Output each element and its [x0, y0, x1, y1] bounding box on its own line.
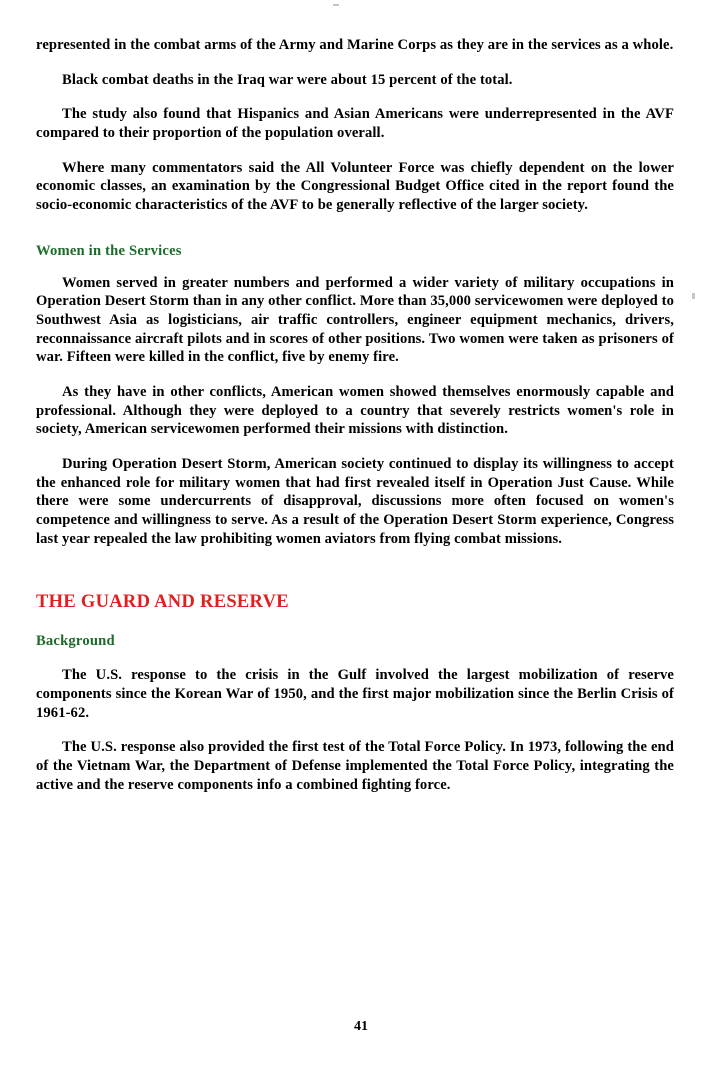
- paragraph: The U.S. response also provided the first test of the Total Force Policy. In 1973, following the end of the Vietnam War, the Department of Defense implemented the Total Force Policy, integrating the active and the reserve components info a combined fighting force.: [36, 739, 674, 793]
- page-body: [36, 36, 674, 794]
- scan-artifact-right: [692, 293, 695, 299]
- paragraph: During Operation Desert Storm, American society continued to display its willingness to accept the enhanced role for military women that had first revealed itself in Operation Just Cause. While there were some undercurrents of disapproval, discussions more often focused on women's competence and willingness to serve. As a result of the Operation Desert Storm experience, Congress last year repealed the law prohibiting women aviators from flying combat missions.: [36, 456, 674, 547]
- paragraph: represented in the combat arms of the Army and Marine Corps as they are in the services as a whole.: [36, 37, 674, 53]
- paragraph: Women served in greater numbers and performed a wider variety of military occupations in Operation Desert Storm than in any other conflict. More than 35,000 servicewomen were deployed to Southwest Asia as logisticians, air traffic controllers, engineer equipment mechanics, drivers, reconnaissance aircraft pilots and in scores of other positions. Two women were taken as prisoners of war. Fifteen were killed in the conflict, five by enemy fire.: [36, 274, 674, 366]
- page-number: 41: [354, 1019, 368, 1034]
- paragraph: The study also found that Hispanics and Asian Americans were underrepresented in the AVF compared to their proportion of the population overall.: [36, 106, 674, 142]
- chapter-heading-the-guard-and-reserve: THE GUARD AND RESERVE: [36, 592, 289, 613]
- section-heading-women-in-the-services: Women in the Services: [36, 242, 182, 259]
- paragraph: The U.S. response to the crisis in the Gulf involved the largest mobilization of reserve components since the Korean War of 1950, and the first major mobilization since the Berlin Crisis of 1961-62.: [36, 667, 674, 721]
- scan-artifact-top: [333, 4, 339, 6]
- paragraph: Black combat deaths in the Iraq war were about 15 percent of the total.: [62, 71, 513, 88]
- sub-heading-background: Background: [36, 633, 115, 650]
- paragraph: Where many commentators said the All Volunteer Force was chiefly dependent on the lower economic classes, an examination by the Congressional Budget Office cited in the report found the socio-economic characteristics of the AVF to be generally reflective of the larger society.: [36, 159, 674, 214]
- paragraph: As they have in other conflicts, American women showed themselves enormously capable and professional. Although they were deployed to a country that severely restricts women's role in society, American servicewomen performed their missions with distinction.: [36, 384, 674, 438]
